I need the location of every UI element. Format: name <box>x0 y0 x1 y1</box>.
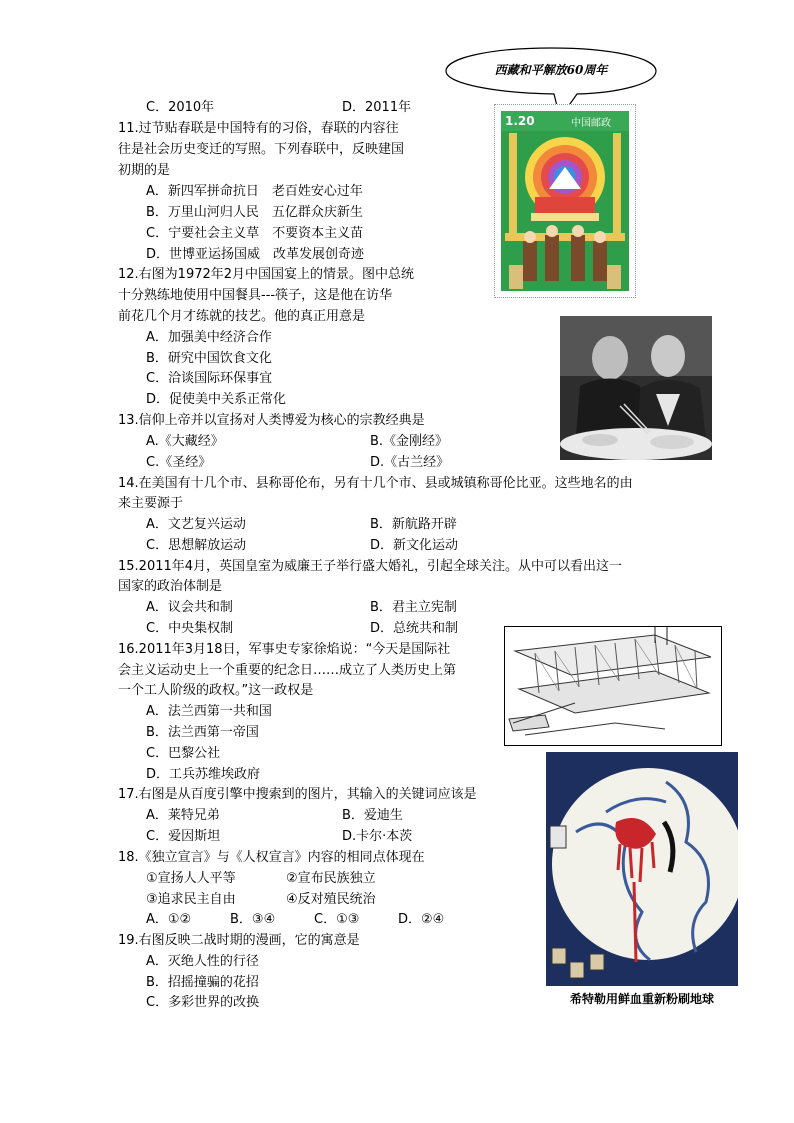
stamp-country: 中国邮政 <box>571 118 611 129</box>
q17-option-c: C．爱因斯坦 <box>146 829 221 844</box>
hitler-cartoon-image <box>546 752 738 986</box>
q11-option-b: B．万里山河归人民 五亿群众庆新生 <box>146 205 363 220</box>
q17-option-b: B．爱迪生 <box>342 808 403 823</box>
q15-option-a: A．议会共和制 <box>146 600 233 615</box>
q15-stem-1: 15.2011年4月，英国皇室为威廉王子举行盛大婚礼，引起全球关注。从中可以看出这一 <box>118 559 623 574</box>
q12-option-c: C．洽谈国际环保事宜 <box>146 371 273 386</box>
banquet-photo <box>560 316 712 460</box>
q17-option-d: D.卡尔·本茨 <box>342 829 413 844</box>
q12-stem-1: 12.右图为1972年2月中国国宴上的情景。图中总统 <box>118 267 415 282</box>
q16-option-d: D．工兵苏维埃政府 <box>146 767 261 782</box>
q12-stem-2: 十分熟练地使用中国餐具---筷子，这是他在访华 <box>118 288 393 303</box>
q11-option-c: C．宁要社会主义草 不要资本主义苗 <box>146 226 364 241</box>
q19-stem: 19.右图反映二战时期的漫画，它的寓意是 <box>118 933 360 948</box>
q10-option-c: C．2010年 <box>146 100 215 115</box>
q16-stem-3: 一个工人阶级的政权。”这一政权是 <box>118 683 314 698</box>
q18-option-a: A．①② <box>146 912 192 927</box>
q18-option-b: B．③④ <box>230 912 276 927</box>
q15-option-c: C．中央集权制 <box>146 621 234 636</box>
q12-option-a: A．加强美中经济合作 <box>146 330 272 345</box>
cartoon-caption: 希特勒用鲜血重新粉刷地球 <box>569 992 714 1006</box>
q13-option-d: D.《古兰经》 <box>370 455 450 470</box>
q16-option-a: A．法兰西第一共和国 <box>146 704 272 719</box>
q11-option-d: D．世博亚运扬国威 改革发展创奇迹 <box>146 247 365 262</box>
q14-option-a: A．文艺复兴运动 <box>146 517 246 532</box>
q11-stem-3: 初期的是 <box>118 163 171 178</box>
q12-option-b: B．研究中国饮食文化 <box>146 351 272 366</box>
q15-option-d: D．总统共和制 <box>370 621 459 636</box>
q14-option-c: C．思想解放运动 <box>146 538 247 553</box>
stamp-denomination: 1.20 <box>505 114 535 128</box>
q19-option-c: C．多彩世界的改换 <box>146 995 260 1010</box>
q16-option-c: C．巴黎公社 <box>146 746 221 761</box>
q13-option-a: A.《大藏经》 <box>146 434 224 449</box>
q11-stem-1: 11.过节贴春联是中国特有的习俗，春联的内容往 <box>118 121 399 136</box>
q13-stem: 13.信仰上帝并以宣扬对人类博爱为核心的宗教经典是 <box>118 413 425 428</box>
q18-item-2: ②宣布民族独立 <box>286 871 376 886</box>
q13-option-b: B.《金刚经》 <box>370 434 449 449</box>
q18-option-c: C．①③ <box>314 912 360 927</box>
bubble-text: 西藏和平解放60周年 <box>494 63 608 77</box>
q18-stem: 18.《独立宣言》与《人权宣言》内容的相同点体现在 <box>118 850 425 865</box>
q19-option-b: B．招摇撞骗的花招 <box>146 975 259 990</box>
q19-option-a: A．灭绝人性的行径 <box>146 954 259 969</box>
q18-item-4: ④反对殖民统治 <box>286 892 376 907</box>
q16-option-b: B．法兰西第一帝国 <box>146 725 259 740</box>
airplane-image <box>504 626 722 746</box>
q16-stem-1: 16.2011年3月18日，军事史专家徐焰说：“今天是国际社 <box>118 642 451 657</box>
q12-option-d: D．促使美中关系正常化 <box>146 392 287 407</box>
q18-item-1: ①宣扬人人平等 <box>146 871 236 886</box>
q14-stem-2: 来主要源于 <box>118 496 184 511</box>
q11-stem-2: 往是社会历史变迁的写照。下列春联中，反映建国 <box>118 142 405 157</box>
q16-stem-2: 会主义运动史上一个重要的纪念日……成立了人类历史上第 <box>118 663 457 678</box>
q18-option-d: D．②④ <box>398 912 445 927</box>
q14-stem-1: 14.在美国有十几个市、县称哥伦布，另有十几个市、县或城镇称哥伦比亚。这些地名的由 <box>118 476 633 491</box>
q18-item-3: ③追求民主自由 <box>146 892 236 907</box>
q10-option-d: D．2011年 <box>342 100 412 115</box>
q15-stem-2: 国家的政治体制是 <box>118 579 223 594</box>
q17-stem: 17.右图是从百度引擎中搜索到的图片，其输入的关键词应该是 <box>118 787 477 802</box>
q11-option-a: A．新四军拼命抗日 老百姓安心过年 <box>146 184 363 199</box>
q12-stem-3: 前花几个月才练就的技艺。他的真正用意是 <box>118 309 366 324</box>
q17-option-a: A．莱特兄弟 <box>146 808 220 823</box>
q14-option-d: D．新文化运动 <box>370 538 459 553</box>
tibet-stamp-image <box>494 104 636 298</box>
q14-option-b: B．新航路开辟 <box>370 517 457 532</box>
q13-option-c: C.《圣经》 <box>146 455 212 470</box>
q15-option-b: B．君主立宪制 <box>370 600 457 615</box>
